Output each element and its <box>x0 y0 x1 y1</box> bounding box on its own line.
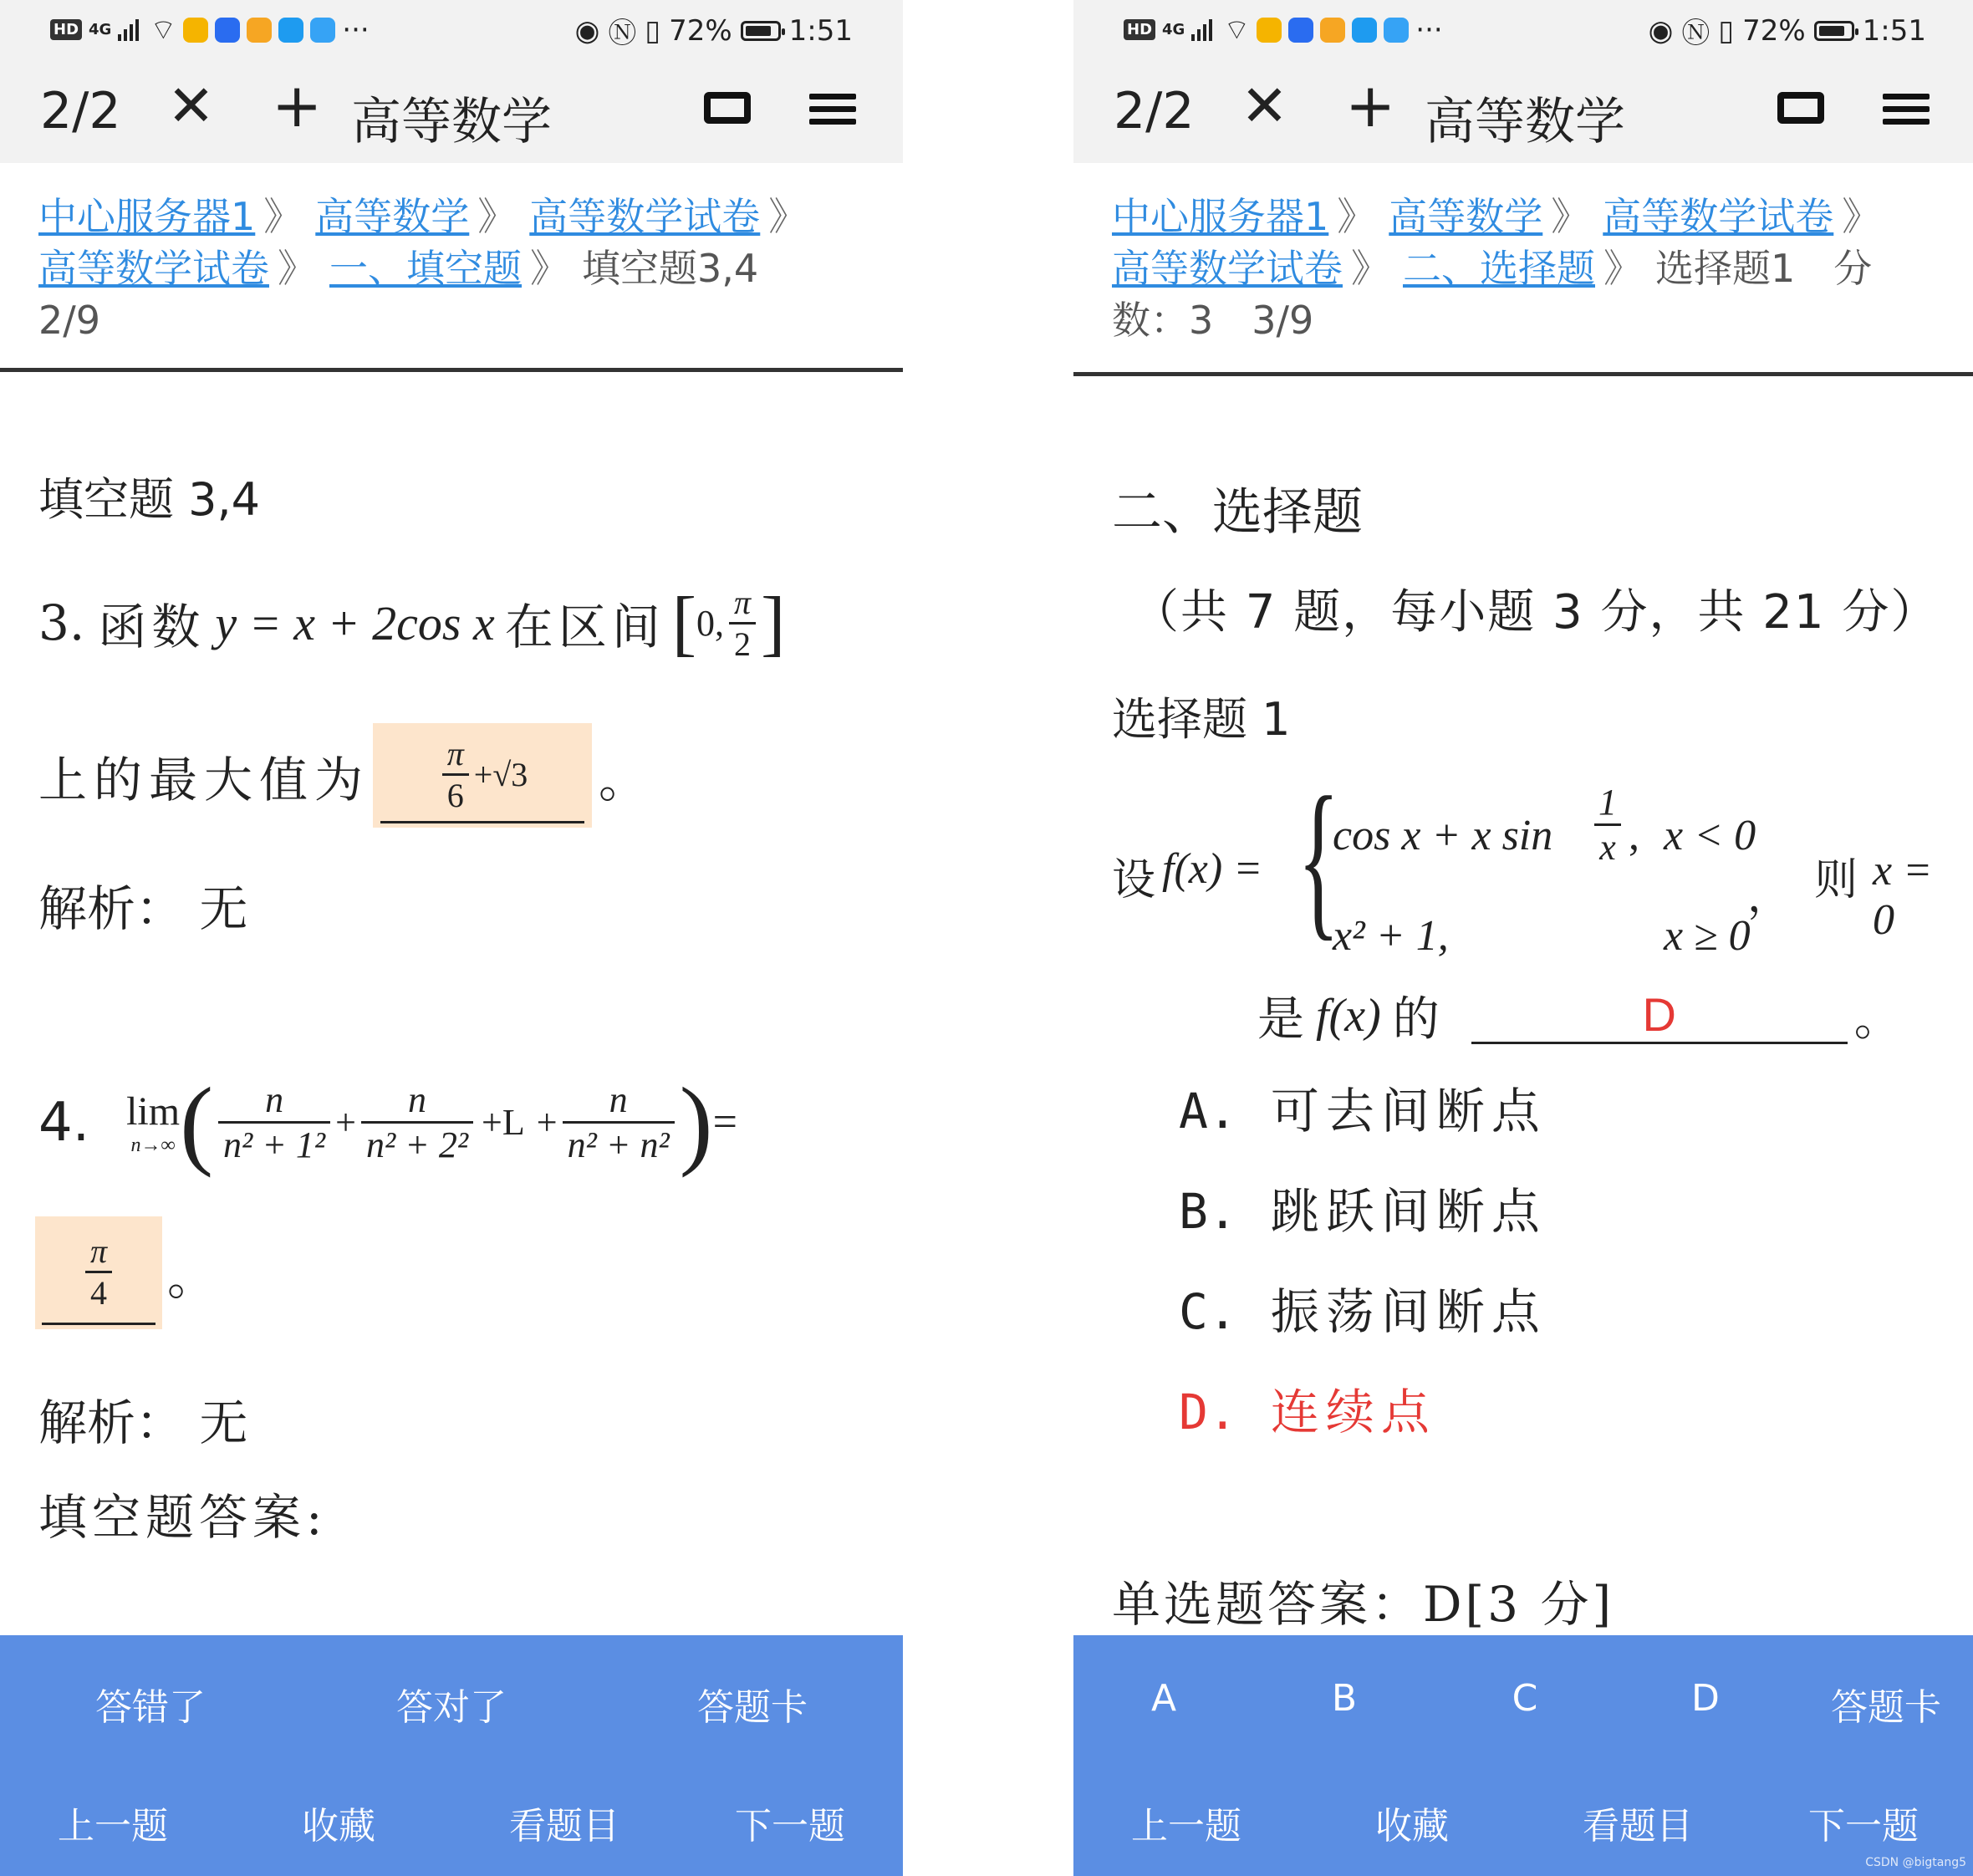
vibrate-icon: ▯ <box>645 13 661 48</box>
option-text: 振荡间断点 <box>1270 1283 1547 1340</box>
question-statement <box>1112 762 1956 970</box>
bottom-action-bar <box>1073 1635 1973 1876</box>
next-button[interactable]: 下一题 <box>735 1805 845 1848</box>
fraction-numerator: π <box>89 1231 108 1270</box>
piece-1-fraction <box>1593 781 1622 869</box>
answer-card-button[interactable]: 答题卡 <box>1831 1686 1941 1729</box>
weather-icon <box>1384 18 1409 43</box>
battery-percent: 72% <box>1742 13 1806 48</box>
bulb-icon <box>1288 18 1313 43</box>
blank-answer: D <box>1471 987 1848 1044</box>
crumb-subject[interactable]: 高等数学 <box>1389 194 1543 239</box>
question-3: 3. 函数 y = x + 2cos x 在区间 [ 0, $\frac{\pi}{2}$ ] <box>38 582 786 664</box>
option-text: 可去间断点 <box>1270 1083 1547 1139</box>
question-3-answer-line <box>38 723 883 828</box>
crumb-section[interactable]: 二、选择题 <box>1403 246 1595 291</box>
piece-2-condition: x ≥ 0 <box>1664 912 1751 960</box>
ellipsis: +L <box>482 1102 525 1143</box>
right-button[interactable]: 答对了 <box>396 1686 507 1729</box>
crumb-paper-2[interactable]: 高等数学试卷 <box>1112 246 1343 291</box>
clock: 1:51 <box>788 13 853 48</box>
fraction-numerator: n <box>609 1079 628 1120</box>
answer-box <box>35 1216 162 1329</box>
interval-end-fraction <box>729 583 756 664</box>
question-tail: 上的最大值为 <box>38 751 370 808</box>
close-icon[interactable]: ✕ <box>167 74 215 140</box>
choice-b-button[interactable]: B <box>1331 1677 1358 1720</box>
period: 。 <box>599 751 648 808</box>
period: 。 <box>1853 992 1901 1047</box>
battery-icon <box>741 21 781 41</box>
crumb-paper-2[interactable]: 高等数学试卷 <box>38 246 269 291</box>
fraction-numerator: 1 <box>1598 782 1617 823</box>
question-stem: 函数 <box>98 599 206 655</box>
question-blank-line <box>1257 982 1973 1049</box>
choice-a-button[interactable]: A <box>1150 1677 1177 1720</box>
crumb-paper[interactable]: 高等数学试卷 <box>1603 194 1834 239</box>
section-title-text: 填空题 3,4 <box>38 473 261 526</box>
page-title: 高等数学 <box>1425 93 1625 151</box>
answer-card-button[interactable]: 答题卡 <box>697 1686 808 1729</box>
piece-1-comma: , <box>1629 812 1639 859</box>
clock: 1:51 <box>1862 13 1926 48</box>
wrong-button[interactable]: 答错了 <box>95 1686 206 1729</box>
more-notifications-icon: ··· <box>1415 13 1443 47</box>
piece-2-expr: x² + 1, <box>1333 912 1449 960</box>
answer-box <box>373 723 592 828</box>
answer-tail: +√3 <box>473 755 528 793</box>
is-word: 是 <box>1257 992 1304 1047</box>
search-app-icon <box>1352 18 1377 43</box>
limit-operator <box>126 1088 180 1157</box>
crumb-server[interactable]: 中心服务器1 <box>38 194 256 239</box>
period: 。 <box>167 1248 217 1306</box>
term-n <box>563 1078 675 1166</box>
answer-label: 填空题答案: <box>38 1489 328 1546</box>
add-icon[interactable]: + <box>272 70 323 140</box>
breadcrumb: 中心服务器1 》 高等数学 》 高等数学试卷 》 高等数学试卷 》 二、选择题 》 选择题1 分数：3 3/9 <box>1112 194 1881 343</box>
browser-toolbar <box>0 59 903 163</box>
eye-icon: ◉ <box>1648 13 1674 48</box>
then-word: 则 <box>1814 855 1858 905</box>
breadcrumb: 中心服务器1 》 高等数学 》 高等数学试卷 》 高等数学试卷 》 一、填空题 》 填空题3,4 2/9 <box>38 194 808 343</box>
signal-icon <box>118 19 143 41</box>
option-c[interactable] <box>1179 1272 1547 1343</box>
equals-sign: = <box>712 1099 737 1146</box>
piece-1-condition: x < 0 <box>1664 812 1756 859</box>
option-letter: A. <box>1179 1083 1237 1139</box>
fraction-numerator: n <box>407 1079 426 1120</box>
question-number: 4. <box>38 1091 90 1154</box>
add-icon[interactable]: + <box>1345 70 1396 140</box>
answer-fraction <box>442 734 469 815</box>
of-word: 的 <box>1392 992 1440 1047</box>
question-position: 2/9 <box>38 298 101 343</box>
option-letter: B. <box>1179 1183 1237 1240</box>
hd-icon: HD <box>1124 19 1155 40</box>
crumb-paper[interactable]: 高等数学试卷 <box>529 194 761 239</box>
fraction-denominator: n² + 2² <box>361 1121 473 1166</box>
option-letter: C. <box>1179 1283 1237 1340</box>
menu-icon[interactable] <box>809 94 856 125</box>
favorite-button[interactable]: 收藏 <box>1375 1805 1449 1848</box>
crumb-section[interactable]: 一、填空题 <box>329 246 522 291</box>
limit-subscript: n→∞ <box>130 1134 176 1156</box>
browser-toolbar <box>1073 59 1973 163</box>
search-app-icon <box>278 18 303 43</box>
bulb-icon <box>215 18 240 43</box>
more-notifications-icon: ··· <box>342 13 370 47</box>
status-bar <box>0 0 903 59</box>
network-type: 4G <box>89 21 112 38</box>
nfc-icon: Ⓝ <box>608 17 637 50</box>
tab-count[interactable]: 2/2 <box>40 82 121 140</box>
answer-blank <box>42 1221 155 1325</box>
fraction-denominator: 2 <box>729 622 756 664</box>
view-question-button[interactable]: 看题目 <box>1583 1805 1693 1848</box>
network-type: 4G <box>1162 21 1185 38</box>
fraction-denominator: x <box>1594 823 1621 869</box>
status-bar <box>1073 0 1973 59</box>
interval-start: 0, <box>696 602 725 644</box>
close-icon[interactable]: ✕ <box>1241 74 1288 140</box>
section-title: 二、选择题 <box>1112 483 1363 542</box>
brace: { <box>1297 762 1340 956</box>
right-screen <box>1073 0 1973 1876</box>
vibrate-icon: ▯ <box>1718 13 1735 48</box>
window-icon[interactable] <box>704 92 751 124</box>
left-screen <box>0 0 903 1876</box>
section-info: （共 7 题，每小题 3 分，共 21 分） <box>1132 585 1940 640</box>
crumb-current: 填空题3,4 <box>582 246 759 291</box>
divider <box>1073 372 1973 376</box>
watermark: CSDN @bigtang5 <box>1865 1856 1966 1869</box>
analysis-2: 解析： 无 <box>38 1394 248 1451</box>
question-4: 4. lim n→∞ ( $\frac{n}{\text{n² + 1²}}$ + $\frac{n}{\text{n² + 2²}}$ +L + $\frac{n}{\text{n² + n²}}$ ) = <box>38 1066 737 1178</box>
fraction-denominator: n² + n² <box>563 1121 675 1166</box>
section-title <box>38 464 883 528</box>
wifi-icon: ⌔ <box>150 13 177 47</box>
favorite-button[interactable]: 收藏 <box>302 1805 375 1848</box>
point-expr: x = 0 <box>1873 847 1933 944</box>
crumb-subject[interactable]: 高等数学 <box>315 194 470 239</box>
bottom-action-bar <box>0 1635 903 1876</box>
page-title: 高等数学 <box>351 93 552 151</box>
fraction-numerator: π <box>734 583 752 621</box>
hd-icon: HD <box>50 19 82 40</box>
question-number: 3. <box>38 594 85 651</box>
wifi-icon: ⌔ <box>1223 13 1251 47</box>
term-1 <box>218 1078 330 1166</box>
fraction-numerator: n <box>265 1079 284 1120</box>
option-text: 连续点 <box>1270 1384 1436 1440</box>
weibo-icon <box>183 18 208 43</box>
view-question-button[interactable]: 看题目 <box>509 1805 619 1848</box>
menu-icon[interactable] <box>1883 94 1930 125</box>
option-text: 跳跃间断点 <box>1270 1183 1547 1240</box>
limit-text: lim <box>126 1088 181 1134</box>
prev-button[interactable]: 上一题 <box>58 1805 168 1848</box>
option-b[interactable] <box>1179 1172 1547 1242</box>
function-name: f(x) <box>1316 990 1381 1042</box>
eye-icon: ◉ <box>574 13 600 48</box>
nfc-icon: Ⓝ <box>1681 17 1710 50</box>
question-title: 选择题 1 <box>1112 693 1291 746</box>
analysis-1: 解析： 无 <box>38 880 248 937</box>
comma: ， <box>1747 874 1792 921</box>
question-4-answer-line <box>35 1216 879 1329</box>
answer-summary: 单选题答案：D[3 分] <box>1112 1576 1615 1633</box>
choice-c-button[interactable]: C <box>1512 1677 1538 1720</box>
signal-icon <box>1191 19 1216 41</box>
fraction-denominator: n² + 1² <box>218 1121 330 1166</box>
option-letter: D. <box>1179 1384 1237 1440</box>
fraction-numerator: π <box>446 734 464 772</box>
question-set-word: 设 <box>1112 855 1156 905</box>
answer-blank <box>380 727 584 823</box>
term-2 <box>361 1078 473 1166</box>
next-button[interactable]: 下一题 <box>1808 1805 1919 1848</box>
weibo-icon <box>1257 18 1282 43</box>
divider <box>0 368 903 372</box>
answer-fraction <box>85 1231 112 1313</box>
choice-d-button[interactable]: D <box>1691 1677 1720 1720</box>
mail-icon <box>1320 18 1345 43</box>
tab-count[interactable]: 2/2 <box>1114 82 1195 140</box>
fraction-denominator: 6 <box>442 773 469 815</box>
crumb-current: 选择题1 分数：3 3/9 <box>1112 246 1873 343</box>
function-name: f(x) = <box>1162 845 1263 893</box>
interval-text: 在区间 <box>504 599 665 655</box>
piece-1-expr: cos x + x sin <box>1333 812 1553 859</box>
mail-icon <box>247 18 272 43</box>
fraction-denominator: 4 <box>85 1271 112 1313</box>
battery-icon <box>1814 21 1854 41</box>
crumb-server[interactable]: 中心服务器1 <box>1112 194 1329 239</box>
option-d[interactable] <box>1179 1373 1436 1443</box>
window-icon[interactable] <box>1777 92 1824 124</box>
option-a[interactable] <box>1179 1072 1547 1142</box>
prev-button[interactable]: 上一题 <box>1131 1805 1241 1848</box>
weather-icon <box>310 18 335 43</box>
battery-percent: 72% <box>669 13 732 48</box>
function-expression: y = x + 2cos x <box>215 595 495 650</box>
